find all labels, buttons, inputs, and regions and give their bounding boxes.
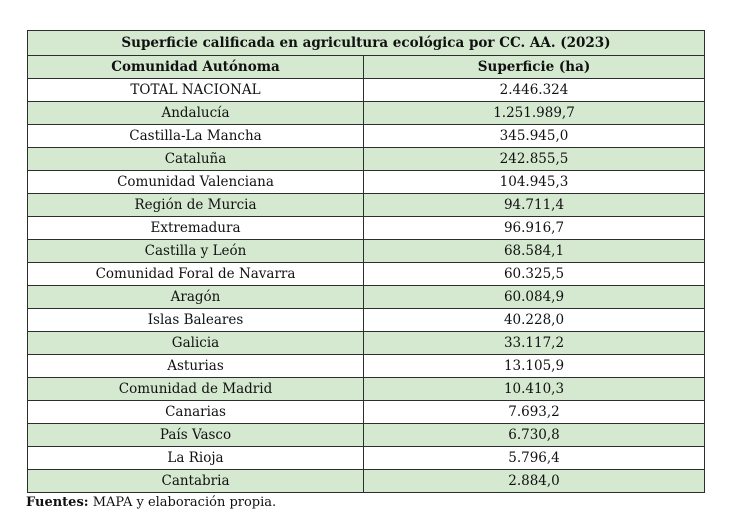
table-row (28, 263, 705, 286)
surface-cell: 68.584,1 (364, 240, 705, 263)
surface-cell: 2.884,0 (364, 470, 705, 493)
sources-note (26, 494, 704, 511)
organic-farming-table (27, 30, 705, 493)
region-cell: Extremadura (28, 217, 364, 240)
table-row (28, 332, 705, 355)
region-cell: Comunidad Valenciana (28, 171, 364, 194)
table-title-row (28, 31, 705, 56)
surface-cell: 6.730,8 (364, 424, 705, 447)
region-cell: Comunidad de Madrid (28, 378, 364, 401)
region-cell: La Rioja (28, 447, 364, 470)
region-cell: Cataluña (28, 148, 364, 171)
region-cell: Aragón (28, 286, 364, 309)
region-cell: Andalucía (28, 102, 364, 125)
table-row (28, 470, 705, 493)
table-row (28, 424, 705, 447)
table-row (28, 171, 705, 194)
table-row (28, 240, 705, 263)
table-row (28, 309, 705, 332)
surface-cell: 5.796,4 (364, 447, 705, 470)
table-title: Superficie calificada en agricultura ecológica por CC. AA. (2023) (28, 31, 705, 56)
table-row (28, 125, 705, 148)
surface-cell: 104.945,3 (364, 171, 705, 194)
table-row (28, 148, 705, 171)
region-cell: País Vasco (28, 424, 364, 447)
column-header-surface: Superficie (ha) (364, 56, 705, 79)
surface-cell: 94.711,4 (364, 194, 705, 217)
surface-cell: 13.105,9 (364, 355, 705, 378)
region-cell: Canarias (28, 401, 364, 424)
table-row (28, 102, 705, 125)
table-row (28, 286, 705, 309)
region-cell: Castilla y León (28, 240, 364, 263)
surface-cell: 7.693,2 (364, 401, 705, 424)
table-row (28, 217, 705, 240)
surface-cell: 96.916,7 (364, 217, 705, 240)
table-row (28, 79, 705, 102)
surface-cell: 40.228,0 (364, 309, 705, 332)
region-cell: Galicia (28, 332, 364, 355)
region-cell: Región de Murcia (28, 194, 364, 217)
table-header-row (28, 56, 705, 79)
table-row (28, 401, 705, 424)
column-header-region: Comunidad Autónoma (28, 56, 364, 79)
surface-cell: 2.446.324 (364, 79, 705, 102)
table-body (28, 79, 705, 493)
surface-cell: 33.117,2 (364, 332, 705, 355)
surface-cell: 345.945,0 (364, 125, 705, 148)
sources-text: MAPA y elaboración propia. (88, 495, 277, 510)
surface-cell: 60.084,9 (364, 286, 705, 309)
table-row (28, 447, 705, 470)
surface-cell: 242.855,5 (364, 148, 705, 171)
surface-cell: 1.251.989,7 (364, 102, 705, 125)
table-row (28, 194, 705, 217)
region-cell: Cantabria (28, 470, 364, 493)
sources-label: Fuentes: (26, 495, 89, 510)
region-cell: Asturias (28, 355, 364, 378)
region-cell: Castilla-La Mancha (28, 125, 364, 148)
surface-cell: 10.410,3 (364, 378, 705, 401)
table-row (28, 355, 705, 378)
region-cell: Comunidad Foral de Navarra (28, 263, 364, 286)
surface-cell: 60.325,5 (364, 263, 705, 286)
table-row (28, 378, 705, 401)
region-cell: TOTAL NACIONAL (28, 79, 364, 102)
region-cell: Islas Baleares (28, 309, 364, 332)
table-container (27, 30, 704, 511)
